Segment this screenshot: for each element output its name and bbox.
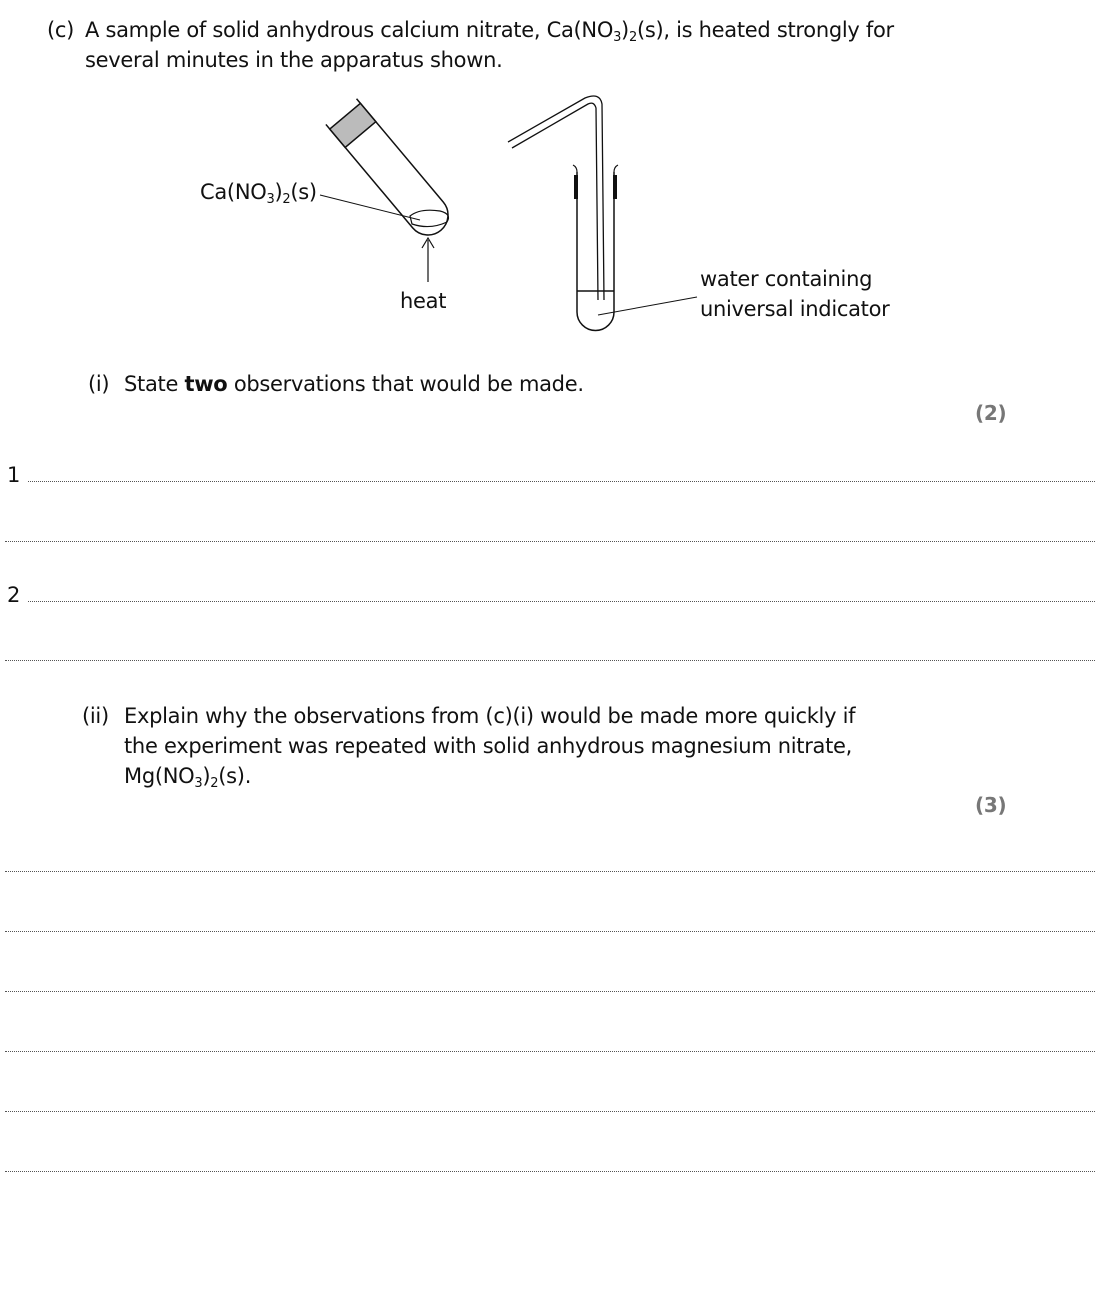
- clamp-left: [574, 175, 578, 199]
- apparatus-diagram: [0, 0, 1100, 360]
- water-label-line1: water containing: [700, 267, 873, 291]
- part-ii-line3: $Mg(NO_3)_2(s)$.: [124, 764, 252, 791]
- part-i-label: (i): [88, 372, 110, 396]
- solid-sample: [410, 210, 448, 226]
- clamp-right: [613, 175, 617, 199]
- part-ii-line2: the experiment was repeated with solid anhydrous magnesium nitrate,: [124, 734, 853, 758]
- answer-line[interactable]: [5, 1171, 1095, 1172]
- answer-line[interactable]: [5, 1051, 1095, 1052]
- delivery-tube: [508, 96, 604, 300]
- question-c-line1: A sample of solid anhydrous calcium nitrate, $Ca(NO_3)_2(s)$, is heated strongly for: [85, 18, 894, 45]
- part-i-question: State two observations that would be made.: [124, 372, 584, 396]
- answer-number-1: 1: [7, 463, 21, 487]
- answer-line[interactable]: [5, 871, 1095, 872]
- part-ii-label: (ii): [82, 704, 109, 728]
- answer-line[interactable]: [5, 931, 1095, 932]
- answer-line[interactable]: [28, 481, 1095, 482]
- part-ii-line1: Explain why the observations from (c)(i) would be made more quickly if: [124, 704, 856, 728]
- answer-line[interactable]: [28, 601, 1095, 602]
- answer-line[interactable]: [5, 1111, 1095, 1112]
- sample-label: $Ca(NO_3)_2(s)$: [200, 180, 317, 207]
- heat-label: heat: [400, 289, 447, 313]
- answer-line[interactable]: [5, 660, 1095, 661]
- question-c-line2: several minutes in the apparatus shown.: [85, 48, 503, 72]
- receiving-tube: [577, 172, 614, 331]
- water-label-line2: universal indicator: [700, 297, 890, 321]
- part-ii-marks: (3): [975, 793, 1007, 817]
- answer-line[interactable]: [5, 541, 1095, 542]
- part-i-marks: (2): [975, 401, 1007, 425]
- answer-line[interactable]: [5, 991, 1095, 992]
- answer-number-2: 2: [7, 583, 21, 607]
- bung: [330, 103, 376, 147]
- question-c-label: (c): [47, 18, 75, 42]
